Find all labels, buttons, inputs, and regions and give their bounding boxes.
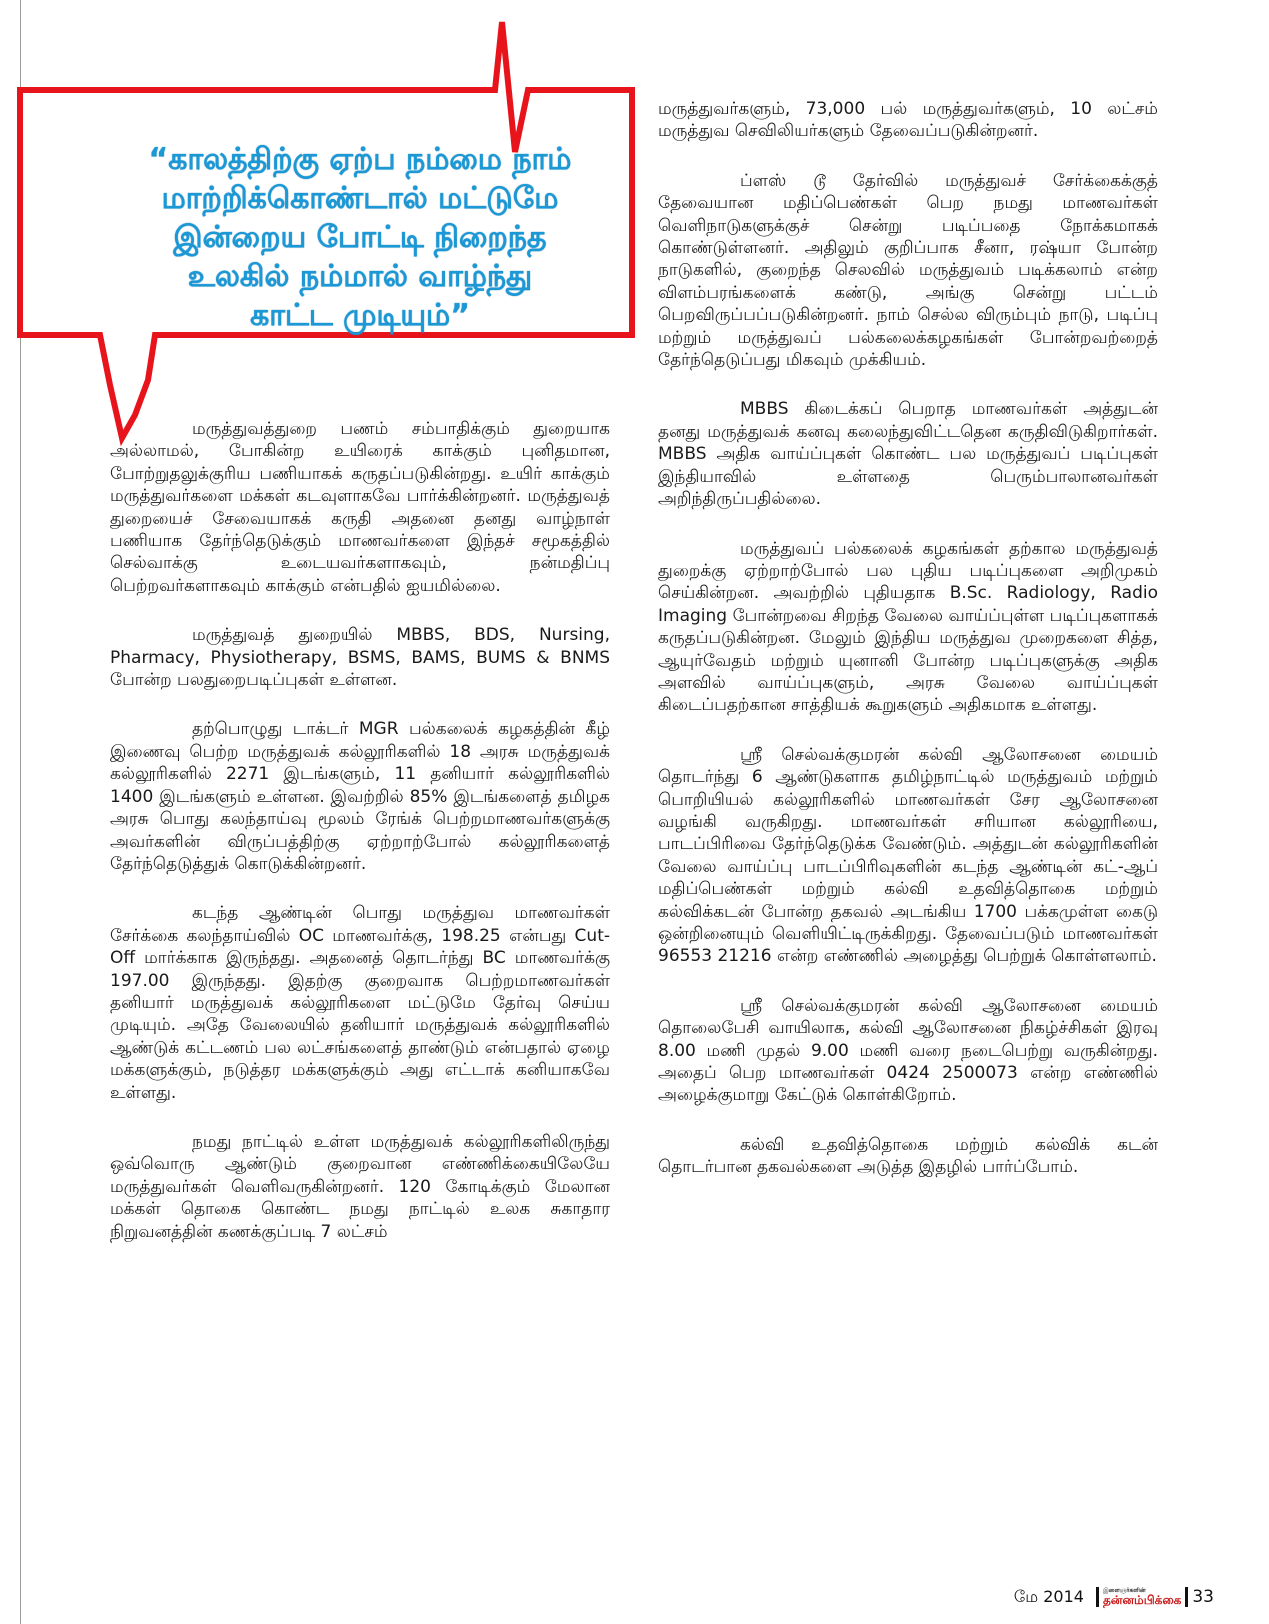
footer-divider (1185, 1587, 1188, 1607)
article-paragraph: ஸ்ரீ செல்வக்குமரன் கல்வி ஆலோசனை மையம் தொலைபேசி வாயிலாக, கல்வி ஆலோசனை நிகழ்ச்சிகள் இரவு 8.00 மணி முதல் 9.00 மணி வரை நடைபெற்று வருகின்றது. அதைப் பெற மாணவர்கள் 0424 2500073 என்ற எண்ணில் அழைக்குமாறு கேட்டுக் கொள்கிறோம். (658, 995, 1158, 1106)
left-column (110, 418, 610, 1270)
article-paragraph: மருத்துவத் துறையில் MBBS, BDS, Nursing, Pharmacy, Physiotherapy, BSMS, BAMS, BUMS & BNMS போன்ற பலதுறைபடிப்புகள் உள்ளன. (110, 625, 610, 691)
article-paragraph: மருத்துவத்துறை பணம் சம்பாதிக்கும் துறையாக அல்லாமல், போகின்ற உயிரைக் காக்கும் புனிதமான, போற்றுதலுக்குரிய பணியாகக் கருதப்படுகின்றது. உயிர் காக்கும் மருத்துவர்களை மக்கள் கடவுளாகவே பார்க்கின்றனர். மருத்துவத் துறையைச் சேவையாகக் கருதி அதனை தனது வாழ்நாள் பணியாக தேர்ந்தெடுக்கும் மாணவர்களை இந்தச் சமூகத்தில் செல்வாக்கு உடையவர்களாகவும், நன்மதிப்பு பெற்றவர்களாகவும் காக்கும் என்பதில் ஐயமில்லை. (110, 419, 610, 596)
article-paragraph-continuation: மருத்துவர்களும், 73,000 பல் மருத்துவர்களும், 10 லட்சம் மருத்துவ செவிலியர்களும் தேவைப்படுகின்றனர். (658, 99, 1158, 142)
footer-divider (1096, 1587, 1099, 1607)
article-paragraph: ஸ்ரீ செல்வக்குமரன் கல்வி ஆலோசனை மையம் தொடர்ந்து 6 ஆண்டுகளாக தமிழ்நாட்டில் மருத்துவம் மற்றும் பொறியியல் கல்லூரிகளில் மாணவர்கள் சேர ஆலோசனை வழங்கி வருகிறது. மாணவர்கள் சரியான கல்லூரியை, பாடப்பிரிவை தேர்ந்தெடுக்க வேண்டும். அத்துடன் கல்லூரிகளின் வேலை வாய்ப்பு பாடப்பிரிவுகளின் கடந்த ஆண்டின் கட்-ஆப் மதிப்பெண்கள் மற்றும் கல்வி உதவித்தொகை மற்றும் கல்விக்கடன் போன்ற தகவல் அடங்கிய 1700 பக்கமுள்ள கைடு ஒன்றினையும் வெளியிட்டிருக்கிறது. தேவைப்படும் மாணவர்கள் 96553 21216 என்ற எண்ணில் அழைத்து பெற்றுக் கொள்ளலாம். (658, 744, 1158, 967)
article-paragraph: ப்ளஸ் டூ தேர்வில் மருத்துவச் சேர்க்கைக்குத் தேவையான மதிப்பெண்கள் பெற நமது மாணவர்கள் வெளிநாடுகளுக்குச் சென்று படிப்பதை நோக்கமாகக் கொண்டுள்ளனர். அதிலும் குறிப்பாக சீனா, ரஷ்யா போன்ற நாடுகளில், குறைந்த செலவில் மருத்துவம் படிக்கலாம் என்ற விளம்பரங்களைக் கண்டு, அங்கு சென்று பட்டம் பெறவிருப்பப்படுகின்றனர். நாம் செல்ல விரும்பும் நாடு, படிப்பு மற்றும் மருத்துவப் பல்கலைக்கழகங்கள் போன்றவற்றைத் தேர்ந்தெடுப்பது மிகவும் முக்கியம். (658, 170, 1158, 371)
page-number: 33 (1192, 1587, 1214, 1607)
pull-quote-line: “காலத்திற்கு ஏற்ப நம்மை நாம் (148, 142, 572, 177)
article-paragraph: MBBS கிடைக்கப் பெறாத மாணவர்கள் அத்துடன் தனது மருத்துவக் கனவு கலைந்துவிட்டதென கருதிவிடுகிறார்கள். MBBS அதிக வாய்ப்புகள் கொண்ட பல மருத்துவப் படிப்புகள் இந்தியாவில் உள்ளதை பெரும்பாலானவர்கள் அறிந்திருப்பதில்லை. (658, 399, 1158, 510)
article-paragraph: கடந்த ஆண்டின் பொது மருத்துவ மாணவர்கள் சேர்க்கை கலந்தாய்வில் OC மாணவர்க்கு, 198.25 என்பது Cut-Off மார்க்காக இருந்தது. அதனைத் தொடர்ந்து BC மாணவர்க்கு 197.00 இருந்தது. இதற்கு குறைவாக பெற்றமாணவர்கள் தனியார் மருத்துவக் கல்லூரிகளை மட்டுமே தேர்வு செய்ய முடியும். அதே வேலையில் தனியார் மருத்துவக் கல்லூரிகளில் ஆண்டுக் கட்டணம் பல லட்சங்களைத் தாண்டும் என்பதால் ஏழை மக்களுக்கும், நடுத்தர மக்களுக்கும் அது எட்டாக் கனியாகவே உள்ளது. (110, 903, 610, 1103)
pull-quote-line: காட்ட முடியும்” (250, 298, 470, 333)
magazine-logo-tagline: இளைஞர்களின் (1102, 1587, 1146, 1594)
article-paragraph: தற்பொழுது டாக்டர் MGR பல்கலைக் கழகத்தின் கீழ் இணைவு பெற்ற மருத்துவக் கல்லூரிகளில் 18 அரசு மருத்துவக் கல்லூரிகளில் 2271 இடங்களும், 11 தனியார் கல்லூரிகளில் 1400 இடங்களும் உள்ளன. இவற்றில் 85% இடங்களைத் தமிழக அரசு பொது கலந்தாய்வு மூலம் ரேங்க் பெற்றமாணவர்களுக்கு அவர்களின் விருப்பத்திற்கு ஏற்றாற்போல் கல்லூரிகளைத் தேர்ந்தெடுத்துக் கொடுக்கின்றனர். (110, 719, 610, 874)
pull-quote-line: உலகில் நம்மால் வாழ்ந்து (187, 259, 533, 294)
right-column (658, 98, 1158, 1206)
article-paragraph: கல்வி உதவித்தொகை மற்றும் கல்விக் கடன் தொடர்பான தகவல்களை அடுத்த இதழில் பார்ப்போம். (658, 1134, 1158, 1178)
issue-date: மே 2014 (1013, 1586, 1084, 1606)
magazine-logo (1103, 1588, 1181, 1606)
pull-quote-line: இன்றைய போட்டி நிறைந்த (173, 220, 547, 255)
article-paragraph: நமது நாட்டில் உள்ள மருத்துவக் கல்லூரிகளிலிருந்து ஒவ்வொரு ஆண்டும் குறைவான எண்ணிக்கையிலேயே மருத்துவர்கள் வெளிவருகின்றனர். 120 கோடிக்கும் மேலான மக்கள் தொகை கொண்ட நமது நாட்டில் உலக சுகாதார நிறுவனத்தின் கணக்குப்படி 7 லட்சம் (110, 1131, 610, 1242)
magazine-logo-name: தன்னம்பிக்கை (1102, 1593, 1182, 1607)
pull-quote (90, 140, 630, 335)
page-footer (1014, 1585, 1214, 1609)
article-paragraph: மருத்துவப் பல்கலைக் கழகங்கள் தற்கால மருத்துவத் துறைக்கு ஏற்றாற்போல் பல புதிய படிப்புகளை அறிமுகம் செய்கின்றன. அவற்றில் புதியதாக B.Sc. Radiology, Radio Imaging போன்றவை சிறந்த வேலை வாய்ப்புள்ள படிப்புகளாகக் கருதப்படுகின்றன. மேலும் இந்திய மருத்துவ முறைகளை சித்த, ஆயுர்வேதம் மற்றும் யுனானி போன்ற படிப்புகளுக்கு அதிக அளவில் வாய்ப்புகளும், அரசு வேலை வாய்ப்புகள் கிடைப்பதற்கான சாத்தியக் கூறுகளும் அதிகமாக உள்ளது. (658, 538, 1158, 716)
pull-quote-line: மாற்றிக்கொண்டால் மட்டுமே (161, 181, 559, 216)
